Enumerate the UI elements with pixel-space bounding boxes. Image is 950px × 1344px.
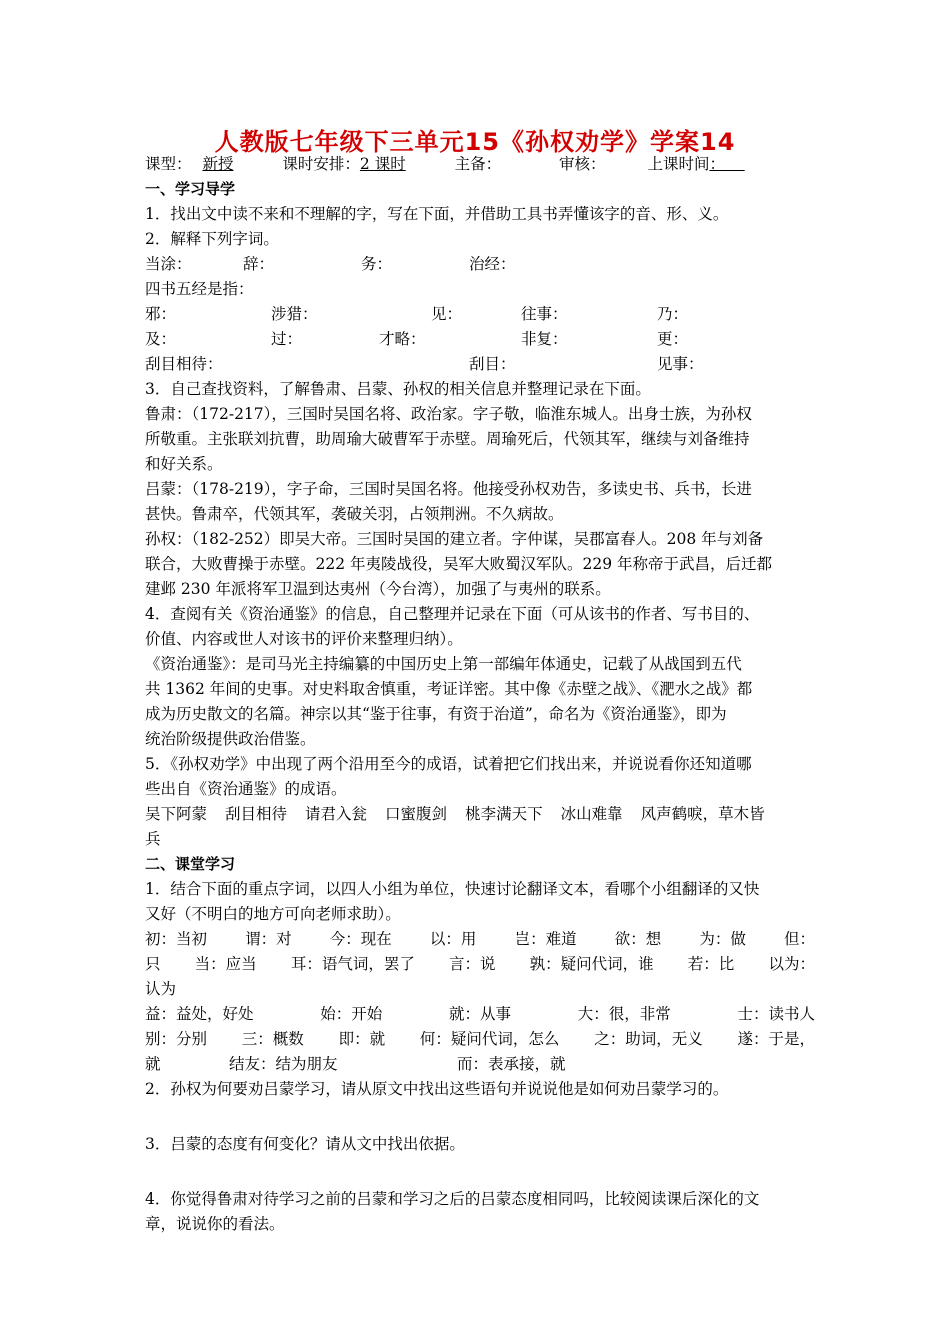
time-value: 2 课时 bbox=[359, 155, 406, 173]
words-row-2: 邪： 涉猎： 见： 往事： 乃： bbox=[145, 305, 689, 323]
s1-question-4: 价值、内容或世人对该书的评价来整理归纳）。 bbox=[145, 630, 463, 648]
sunquan-line: 联合，大败曹操于赤壁。222 年夷陵战役，吴军大败蜀汉军队。229 年称帝于武昌，后迁都 bbox=[145, 555, 773, 573]
time-label: 课时安排： bbox=[282, 155, 360, 173]
s2-question-2: 2．孙权为何要劝吕蒙学习，请从原文中找出这些语句并说说他是如何劝吕蒙学习的。 bbox=[145, 1080, 729, 1098]
lusu-line: 鲁肃：（172-217），三国时吴国名将、政治家。字子敬，临淮东城人。出身士族，为孙权 bbox=[145, 405, 752, 423]
words-row-3: 及： 过： 才略： 非复： 更： bbox=[145, 330, 689, 348]
s1-question-3: 3．自己查找资料，了解鲁肃、吕蒙、孙权的相关信息并整理记录在下面。 bbox=[145, 380, 651, 398]
answer-space bbox=[145, 1102, 815, 1132]
keyword-row-4: 别：分别 三：概数 即：就 何：疑问代词，怎么 之：助词，无义 遂：于是， bbox=[145, 1030, 815, 1048]
keyword-row-2-tail: 认为 bbox=[145, 980, 177, 998]
idiom: 桃李满天下 bbox=[465, 805, 543, 823]
s2-question-1: 1．结合下面的重点字词，以四人小组为单位，快速讨论翻译文本，看哪个小组翻译的又快 bbox=[145, 880, 760, 898]
type-value: 新授 bbox=[202, 155, 234, 173]
document-title: 人教版七年级下三单元15《孙权劝学》学案14 bbox=[214, 128, 736, 156]
lusu-line: 和好关系。 bbox=[145, 455, 223, 473]
prep-label: 主备： bbox=[454, 155, 502, 173]
zztj-line: 《资治通鉴》：是司马光主持编纂的中国历史上第一部编年体通史，记载了从战国到五代 bbox=[145, 655, 742, 673]
s1-question-4: 4．查阅有关《资治通鉴》的信息，自己整理并记录在下面（可从该书的作者、写书目的、 bbox=[145, 605, 760, 623]
meta-row bbox=[145, 152, 815, 177]
date-blank: ： bbox=[709, 155, 745, 173]
idiom: 口蜜腹剑 bbox=[385, 805, 448, 823]
keyword-row-1: 初：当初 谓：对 今：现在 以：用 岂：难道 欲：想 为：做 但： bbox=[145, 930, 815, 948]
lvmeng-line: 甚快。鲁肃卒，代领其军，袭破关羽，占领荆洲。不久病故。 bbox=[145, 505, 564, 523]
keyword-row-3: 益：益处，好处 始：开始 就：从事 大：很，非常 士：读书人 bbox=[145, 1005, 815, 1023]
idiom: 风声鹤唳，草木皆 bbox=[640, 805, 765, 823]
idiom: 冰山难靠 bbox=[560, 805, 623, 823]
s1-question-5: 5．《孙权劝学》中出现了两个沿用至今的成语，试着把它们找出来，并说说看你还知道哪 bbox=[145, 755, 752, 773]
s2-question-4: 章，说说你的看法。 bbox=[145, 1215, 285, 1233]
type-label: 课型： bbox=[145, 155, 192, 173]
idiom: 刮目相待 bbox=[225, 805, 288, 823]
idiom: 吴下阿蒙 bbox=[145, 805, 208, 823]
words-row-1: 当涂： 辞： 务： 治经： bbox=[145, 255, 516, 273]
s1-question-2: 2．解释下列字词。 bbox=[145, 230, 279, 248]
idioms-tail: 兵 bbox=[145, 830, 161, 848]
zztj-line: 成为历史散文的名篇。神宗以其“鉴于往事，有资于治道”，命名为《资治通鉴》，即为 bbox=[145, 705, 727, 723]
s2-question-3: 3．吕蒙的态度有何变化？请从文中找出依据。 bbox=[145, 1135, 465, 1153]
s1-question-1: 1．找出文中读不来和不理解的字，写在下面，并借助工具书弄懂该字的音、形、义。 bbox=[145, 205, 729, 223]
s2-question-4: 4．你觉得鲁肃对待学习之前的吕蒙和学习之后的吕蒙态度相同吗，比较阅读课后深化的文 bbox=[145, 1190, 760, 1208]
date-label: 上课时间 bbox=[647, 155, 710, 173]
lusu-line: 所敬重。主张联刘抗曹，助周瑜大破曹军于赤壁。周瑜死后，代领其军，继续与刘备维持 bbox=[145, 430, 750, 448]
four-books-line: 四书五经是指： bbox=[145, 280, 254, 298]
s2-question-1: 又好（不明白的地方可向老师求助）。 bbox=[145, 905, 401, 923]
idioms-row bbox=[145, 802, 815, 827]
lvmeng-line: 吕蒙：（178-219），字子命，三国时吴国名将。他接受孙权劝告，多读史书、兵书，长进 bbox=[145, 480, 752, 498]
idiom: 请君入瓮 bbox=[305, 805, 368, 823]
keyword-row-2: 只 当：应当 耳：语气词，罢了 言：说 孰：疑问代词，谁 若：比 以为： bbox=[145, 955, 815, 973]
section2-heading: 二、课堂学习 bbox=[145, 855, 236, 873]
sunquan-line: 建邺 230 年派将军卫温到达夷州（今台湾），加强了与夷州的联系。 bbox=[145, 580, 611, 598]
document-body bbox=[145, 152, 815, 1237]
review-label: 审核： bbox=[559, 155, 606, 173]
keyword-row-5: 就 结友：结为朋友 而：表承接，就 bbox=[145, 1055, 566, 1073]
zztj-line: 共 1362 年间的史事。对史料取舍慎重，考证详密。其中像《赤壁之战》、《淝水之战》都 bbox=[145, 680, 753, 698]
s1-question-5: 些出自《资治通鉴》的成语。 bbox=[145, 780, 347, 798]
zztj-line: 统治阶级提供政治借鉴。 bbox=[145, 730, 316, 748]
answer-space bbox=[145, 1157, 815, 1187]
section1-heading: 一、学习导学 bbox=[145, 180, 236, 198]
sunquan-line: 孙权：（182-252）即吴大帝。三国时吴国的建立者。字仲谋，吴郡富春人。208 年与刘备 bbox=[145, 530, 764, 548]
words-row-4: 刮目相待： 刮目： 见事： bbox=[145, 355, 704, 373]
